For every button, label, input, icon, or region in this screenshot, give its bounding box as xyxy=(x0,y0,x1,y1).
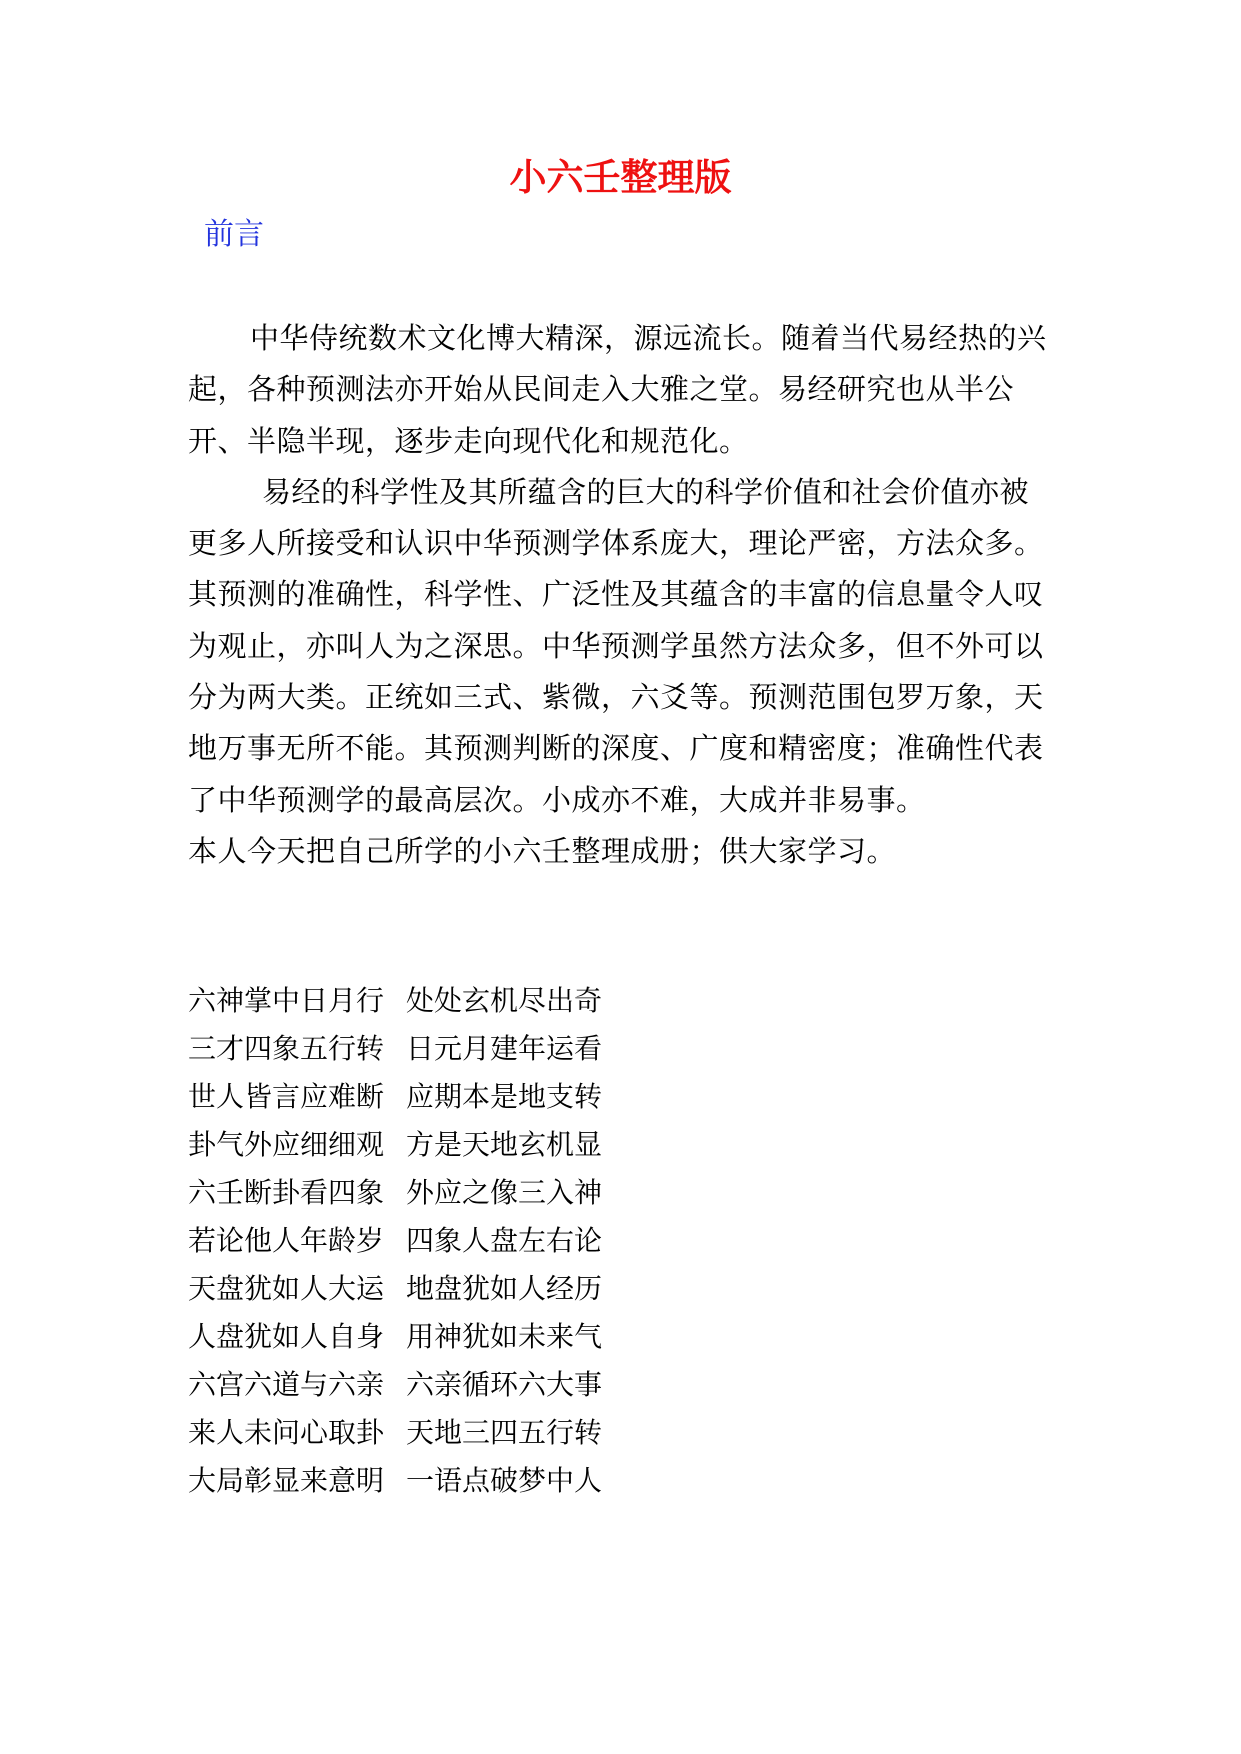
verse-second-half: 方是天地玄机显 xyxy=(406,1128,603,1161)
verse-first-half: 三才四象五行转 xyxy=(188,1032,385,1065)
verse-line xyxy=(188,1217,602,1265)
verse-second-half: 外应之像三入神 xyxy=(406,1176,603,1209)
verse-line xyxy=(188,977,602,1025)
section-heading: 前言 xyxy=(204,217,264,252)
paragraph-1: 中华侍统数术文化博大精深，源远流长。随着当代易经热的兴起，各种预测法亦开始从民间走入大雅之堂。易经研究也从半公开、半隐半现，逐步走向现代化和规范化。 xyxy=(188,321,1047,458)
verse-first-half: 人盘犹如人自身 xyxy=(188,1320,385,1353)
verse-second-half: 四象人盘左右论 xyxy=(406,1224,603,1257)
document-title: 小六壬整理版 xyxy=(509,156,732,199)
verse-second-half: 一语点破梦中人 xyxy=(406,1464,603,1497)
verse-second-half: 日元月建年运看 xyxy=(406,1032,603,1065)
verse-second-half: 天地三四五行转 xyxy=(406,1416,603,1449)
verse-second-half: 六亲循环六大事 xyxy=(406,1368,603,1401)
verse-second-half: 应期本是地支转 xyxy=(406,1080,603,1113)
verse-second-half: 用神犹如未来气 xyxy=(406,1320,603,1353)
verse-line xyxy=(188,1361,602,1409)
body-text xyxy=(188,313,1052,877)
verse-list xyxy=(188,977,602,1505)
verse-line xyxy=(188,1409,602,1457)
verse-first-half: 大局彰显来意明 xyxy=(188,1464,385,1497)
verse-first-half: 卦气外应细细观 xyxy=(188,1128,385,1161)
verse-line xyxy=(188,1313,602,1361)
verse-first-half: 六宫六道与六亲 xyxy=(188,1368,385,1401)
verse-line xyxy=(188,1265,602,1313)
verse-first-half: 来人未问心取卦 xyxy=(188,1416,385,1449)
verse-line xyxy=(188,1169,602,1217)
verse-line xyxy=(188,1457,602,1505)
verse-line xyxy=(188,1025,602,1073)
verse-first-half: 六神掌中日月行 xyxy=(188,984,385,1017)
paragraph-3: 本人今天把自己所学的小六壬整理成册；供大家学习。 xyxy=(188,833,897,868)
paragraph-2: 易经的科学性及其所蕴含的巨大的科学价值和社会价值亦被更多人所接受和认识中华预测学体系庞大，理论严密，方法众多。其预测的准确性，科学性、广泛性及其蕴含的丰富的信息量令人叹为观止，亦叫人为之深思。中华预测学虽然方法众多，但不外可以分为两大类。正统如三式、紫微，六爻等。预测范围包罗万象，天地万事无所不能。其预测判断的深度、广度和精密度；准确性代表了中华预测学的最高层次。小成亦不难，大成并非易事。 xyxy=(188,474,1044,817)
verse-second-half: 地盘犹如人经历 xyxy=(406,1272,603,1305)
verse-second-half: 处处玄机尽出奇 xyxy=(406,984,603,1017)
verse-line xyxy=(188,1121,602,1169)
verse-first-half: 若论他人年龄岁 xyxy=(188,1224,385,1257)
verse-line xyxy=(188,1073,602,1121)
verse-first-half: 世人皆言应难断 xyxy=(188,1080,385,1113)
verse-first-half: 天盘犹如人大运 xyxy=(188,1272,385,1305)
verse-first-half: 六壬断卦看四象 xyxy=(188,1176,385,1209)
